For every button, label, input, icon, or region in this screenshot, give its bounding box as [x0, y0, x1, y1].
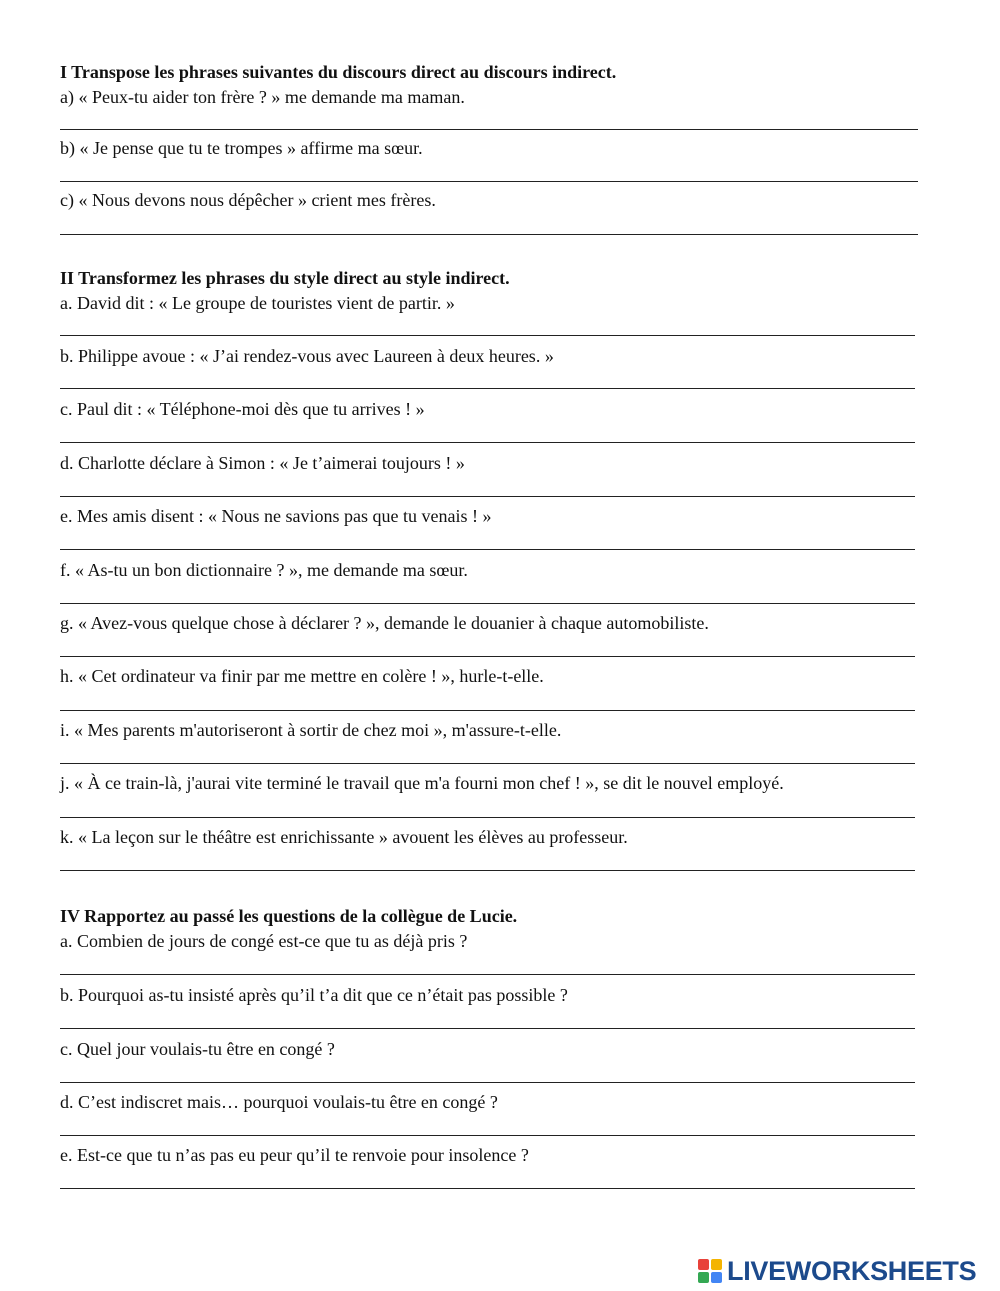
exercise-prompt: b) « Je pense que tu te trompes » affirme ma sœur.	[60, 138, 423, 158]
answer-line[interactable]	[60, 388, 915, 389]
answer-line[interactable]	[60, 817, 915, 818]
section-4-heading: IV Rapportez au passé les questions de la collègue de Lucie.	[60, 906, 518, 926]
exercise-prompt: c. Quel jour voulais-tu être en congé ?	[60, 1039, 335, 1059]
logo-tile	[698, 1259, 709, 1270]
exercise-prompt: a. Combien de jours de congé est-ce que tu as déjà pris ?	[60, 931, 468, 951]
answer-line[interactable]	[60, 603, 915, 604]
exercise-prompt: e. Est-ce que tu n’as pas eu peur qu’il te renvoie pour insolence ?	[60, 1145, 529, 1165]
exercise-prompt: g. « Avez-vous quelque chose à déclarer ? », demande le douanier à chaque automobiliste.	[60, 613, 709, 633]
answer-line[interactable]	[60, 1028, 915, 1029]
section-2-heading: II Transformez les phrases du style direct au style indirect.	[60, 268, 510, 288]
answer-line[interactable]	[60, 710, 915, 711]
answer-line[interactable]	[60, 1135, 915, 1136]
answer-line[interactable]	[60, 442, 915, 443]
answer-line[interactable]	[60, 1082, 915, 1083]
answer-line[interactable]	[60, 870, 915, 871]
exercise-prompt: b. Pourquoi as-tu insisté après qu’il t’a dit que ce n’était pas possible ?	[60, 985, 568, 1005]
answer-line[interactable]	[60, 129, 918, 130]
logo-tiles-icon	[698, 1259, 722, 1283]
logo-tile	[711, 1272, 722, 1283]
exercise-prompt: e. Mes amis disent : « Nous ne savions pas que tu venais ! »	[60, 506, 492, 526]
exercise-prompt: h. « Cet ordinateur va finir par me mettre en colère ! », hurle-t-elle.	[60, 666, 544, 686]
answer-line[interactable]	[60, 496, 915, 497]
answer-line[interactable]	[60, 656, 915, 657]
logo-tile	[711, 1259, 722, 1270]
exercise-prompt: j. « À ce train-là, j'aurai vite terminé le travail que m'a fourni mon chef ! », se dit le nouvel employé.	[60, 773, 784, 793]
liveworksheets-logo	[698, 1256, 976, 1286]
section-1-heading: I Transpose les phrases suivantes du discours direct au discours indirect.	[60, 62, 617, 82]
exercise-prompt: c. Paul dit : « Téléphone-moi dès que tu arrives ! »	[60, 399, 425, 419]
answer-line[interactable]	[60, 181, 918, 182]
answer-line[interactable]	[60, 335, 915, 336]
exercise-prompt: a) « Peux-tu aider ton frère ? » me demande ma maman.	[60, 87, 465, 107]
answer-line[interactable]	[60, 549, 915, 550]
answer-line[interactable]	[60, 234, 918, 235]
exercise-prompt: b. Philippe avoue : « J’ai rendez-vous avec Laureen à deux heures. »	[60, 346, 554, 366]
exercise-prompt: a. David dit : « Le groupe de touristes vient de partir. »	[60, 293, 455, 313]
exercise-prompt: k. « La leçon sur le théâtre est enrichissante » avouent les élèves au professeur.	[60, 827, 628, 847]
exercise-prompt: d. Charlotte déclare à Simon : « Je t’aimerai toujours ! »	[60, 453, 465, 473]
answer-line[interactable]	[60, 1188, 915, 1189]
exercise-prompt: c) « Nous devons nous dépêcher » crient mes frères.	[60, 190, 436, 210]
exercise-prompt: d. C’est indiscret mais… pourquoi voulais-tu être en congé ?	[60, 1092, 498, 1112]
brand-name: LIVEWORKSHEETS	[727, 1255, 977, 1286]
answer-line[interactable]	[60, 974, 915, 975]
exercise-prompt: i. « Mes parents m'autoriseront à sortir de chez moi », m'assure-t-elle.	[60, 720, 562, 740]
logo-tile	[698, 1272, 709, 1283]
answer-line[interactable]	[60, 763, 915, 764]
exercise-prompt: f. « As-tu un bon dictionnaire ? », me demande ma sœur.	[60, 560, 468, 580]
